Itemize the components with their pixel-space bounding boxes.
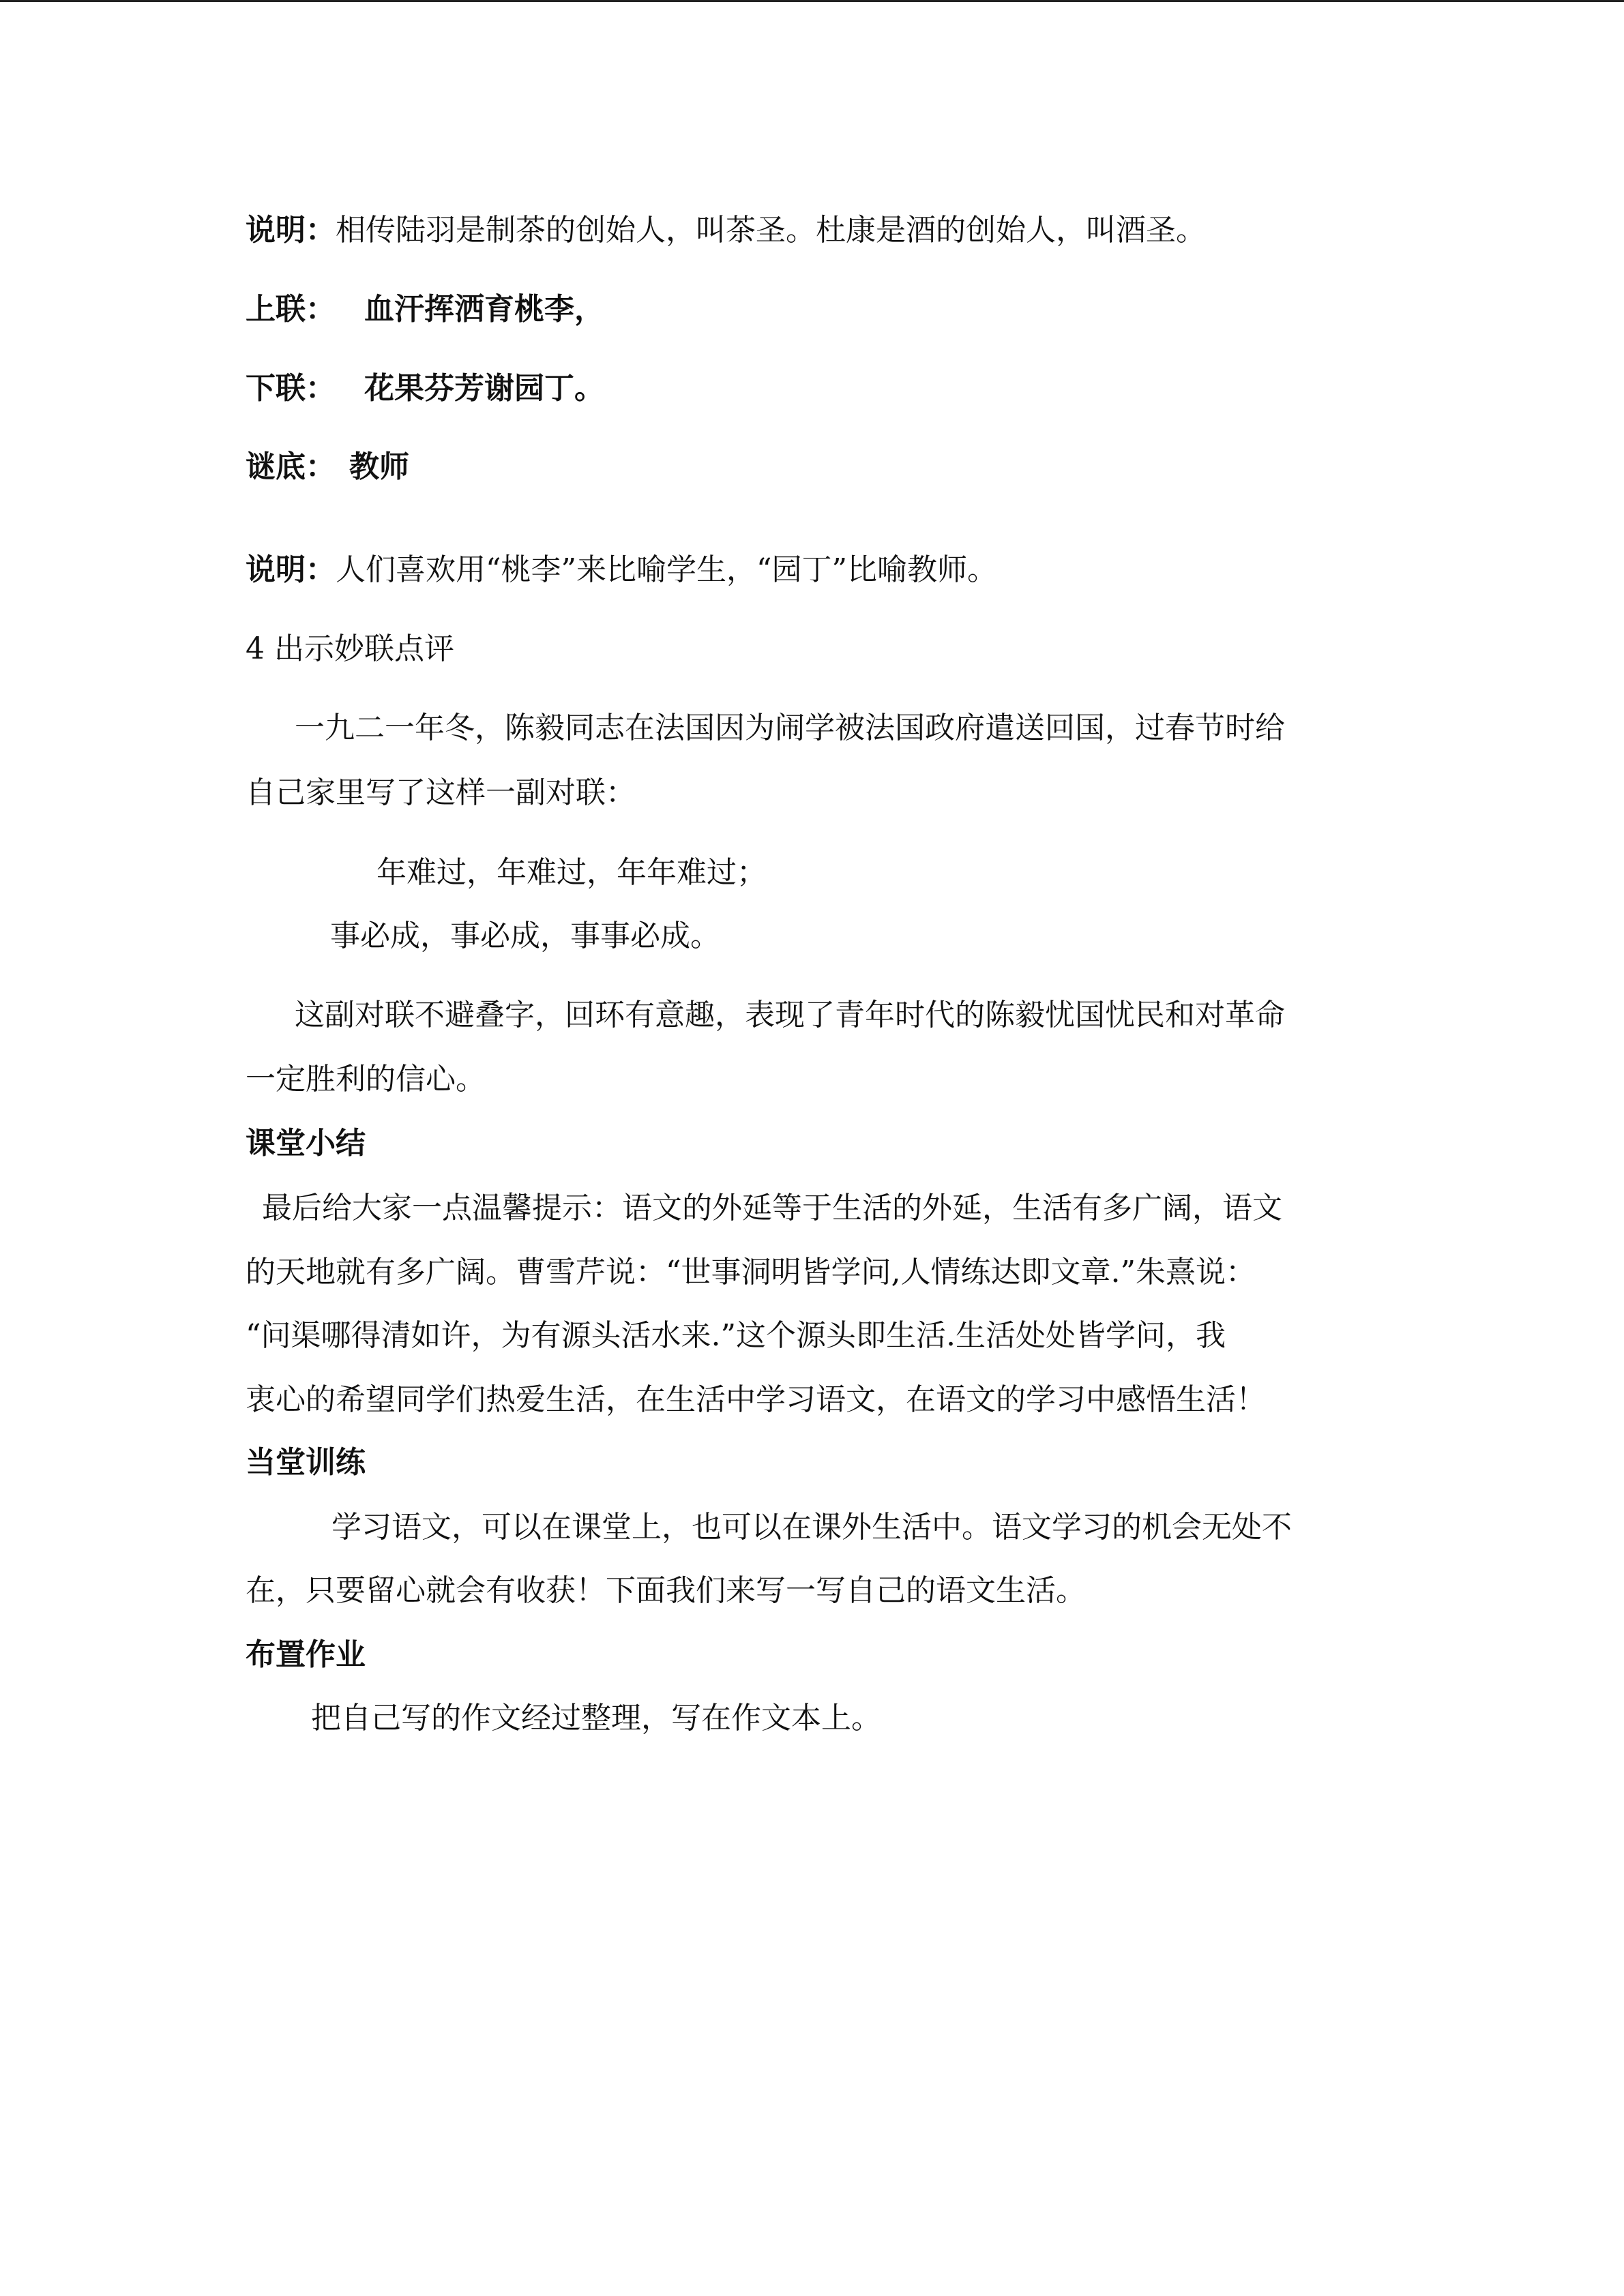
explanation-label: 说明： [246, 213, 336, 248]
couplet-line-2: 事必成，事必成，事事必成。 [330, 919, 720, 953]
riddle-answer-line [246, 447, 409, 488]
upper-couplet-line [246, 289, 604, 330]
explanation-paragraph-1 [246, 210, 1206, 251]
training-line-2: 在，只要留心就会有收获！下面我们来写一写自己的语文生活。 [246, 1573, 1086, 1608]
upper-couplet-text: 血汗挥洒育桃李， [364, 292, 604, 327]
in-class-training-heading: 当堂训练 [246, 1445, 366, 1480]
summary-line-3: “问渠哪得清如许，为有源头活水来.”这个源头即生活.生活处处皆学问，我 [246, 1318, 1226, 1353]
paragraph-1-line-1: 一九二一年冬，陈毅同志在法国因为闹学被法国政府遣送回国，过春节时给 [295, 711, 1285, 745]
homework-line-1: 把自己写的作文经过整理，写在作文本上。 [311, 1701, 881, 1735]
riddle-answer-label: 谜底： [246, 449, 336, 484]
summary-line-2: 的天地就有多广阔。曹雪芹说：“世事洞明皆学问,人情练达即文章.”朱熹说： [246, 1255, 1256, 1289]
lower-couplet-line [246, 368, 604, 409]
paragraph-2-line-2: 一定胜利的信心。 [246, 1062, 486, 1097]
class-summary-heading: 课堂小结 [246, 1126, 366, 1161]
section-4-heading: 4 出示妙联点评 [246, 631, 454, 666]
couplet-line-1: 年难过，年难过，年年难过； [377, 855, 767, 890]
explanation-text-2: 人们喜欢用“桃李”来比喻学生，“园丁”比喻教师。 [336, 552, 997, 587]
page-top-border [0, 0, 1624, 2]
riddle-answer-text: 教师 [349, 449, 409, 484]
summary-line-4: 衷心的希望同学们热爱生活，在生活中学习语文，在语文的学习中感悟生活！ [246, 1382, 1266, 1417]
explanation-paragraph-2 [246, 550, 997, 591]
summary-line-1: 最后给大家一点温馨提示：语文的外延等于生活的外延，生活有多广阔，语文 [262, 1191, 1282, 1225]
paragraph-1-line-2: 自己家里写了这样一副对联： [246, 775, 636, 810]
upper-couplet-label: 上联： [246, 292, 336, 327]
homework-heading: 布置作业 [246, 1637, 366, 1672]
lower-couplet-text: 花果芬芳谢园丁。 [364, 371, 604, 406]
explanation-label-2: 说明： [246, 552, 336, 587]
lower-couplet-label: 下联： [246, 371, 336, 406]
training-line-1: 学习语文，可以在课堂上，也可以在课外生活中。语文学习的机会无处不 [331, 1510, 1292, 1545]
explanation-text: 相传陆羽是制茶的创始人，叫茶圣。杜康是酒的创始人，叫酒圣。 [336, 213, 1206, 248]
paragraph-2-line-1: 这副对联不避叠字，回环有意趣，表现了青年时代的陈毅忧国忧民和对革命 [295, 998, 1285, 1032]
